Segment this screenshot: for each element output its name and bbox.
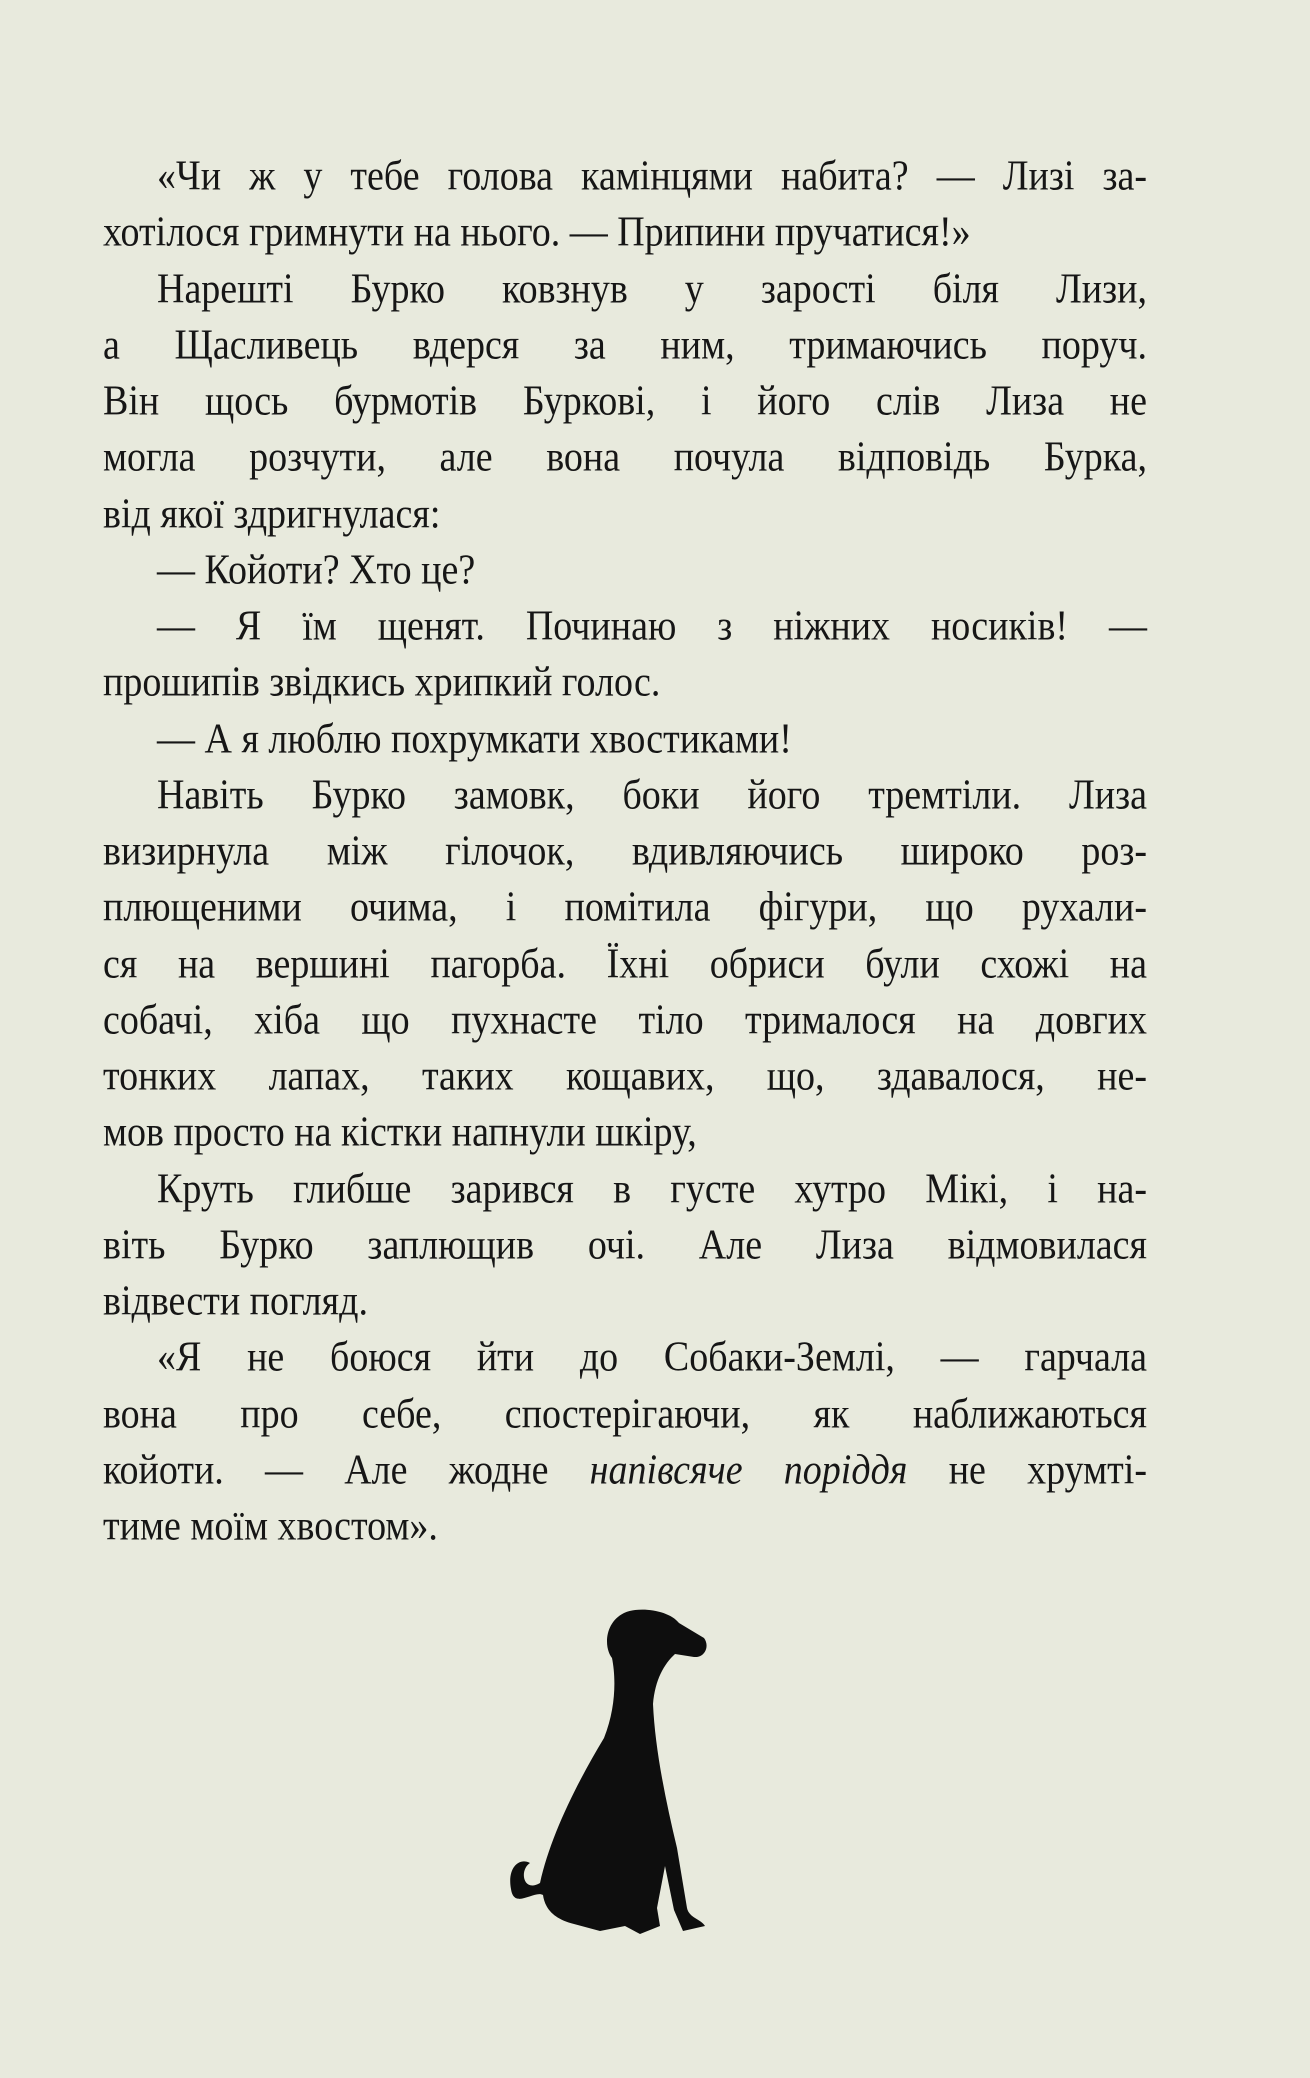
text-line	[103, 1382, 1147, 1445]
text-segment: — А я люблю похрумкати хвостиками!	[157, 714, 792, 763]
text-line	[103, 763, 1147, 826]
text-segment: «Я не боюся йти до Собаки-Землі, — гарчала	[157, 1333, 1147, 1381]
text-line	[103, 201, 1147, 264]
text-segment: — Койоти? Хто це?	[157, 546, 476, 594]
text-line	[103, 538, 1147, 601]
text-segment: хотілося гримнути на нього. — Припини пручатися!»	[103, 208, 971, 256]
text-segment: плющеними очима, і помітила фігури, що рухали-	[103, 883, 1147, 931]
text-line	[103, 876, 1147, 939]
text-segment: не хрумті-	[907, 1446, 1147, 1494]
page-text	[103, 148, 1147, 1554]
text-line	[103, 1101, 1147, 1164]
text-line	[103, 145, 1147, 208]
text-line	[103, 1438, 1147, 1501]
text-line	[103, 1157, 1147, 1220]
text-line	[103, 1213, 1147, 1276]
text-segment: прошипів звідкись хрипкий голос.	[103, 658, 661, 706]
text-line	[103, 1045, 1147, 1108]
text-line	[103, 651, 1147, 714]
text-segment: могла розчути, але вона почула відповідь Бурка,	[103, 433, 1147, 481]
sitting-dog-silhouette-icon	[504, 1608, 736, 1938]
text-segment: віть Бурко заплющив очі. Але Лиза відмовилася	[103, 1221, 1147, 1269]
text-line	[103, 1270, 1147, 1333]
text-segment: визирнула між гілочок, вдивляючись широко роз-	[103, 827, 1147, 875]
text-line	[103, 482, 1147, 545]
text-segment: тиме моїм хвостом».	[103, 1502, 438, 1550]
text-line	[103, 595, 1147, 658]
text-line	[103, 988, 1147, 1051]
text-segment: «Чи ж у тебе голова камінцями набита? — Лизі за-	[157, 152, 1147, 200]
text-segment: собачі, хіба що пухнасте тіло трималося на довгих	[103, 996, 1147, 1044]
text-line	[103, 257, 1147, 320]
text-segment: тонких лапах, таких кощавих, що, здавалося, не-	[103, 1052, 1147, 1100]
text-line	[103, 313, 1147, 376]
text-segment: ся на вершині пагорба. Їхні обриси були схожі на	[103, 939, 1147, 988]
text-segment: а Щасливець вдерся за ним, тримаючись поруч.	[103, 321, 1147, 369]
text-segment: від якої здригнулася:	[103, 489, 441, 538]
text-segment: Нарешті Бурко ковзнув у зарості біля Лизи,	[157, 264, 1147, 313]
text-segment: відвести погляд.	[103, 1277, 368, 1325]
text-segment: — Я їм щенят. Починаю з ніжних носиків! —	[157, 602, 1147, 650]
text-line	[103, 1326, 1147, 1389]
italic-phrase: напівсяче поріддя	[589, 1446, 908, 1494]
text-line	[103, 820, 1147, 883]
text-line	[103, 707, 1147, 770]
text-segment: вона про себе, спостерігаючи, як наближаються	[103, 1389, 1147, 1438]
text-line	[103, 932, 1147, 995]
text-segment: койоти. — Але жодне	[103, 1446, 590, 1494]
text-segment: мов просто на кістки напнули шкіру,	[103, 1108, 697, 1156]
text-line	[103, 426, 1147, 489]
text-segment: Навіть Бурко замовк, боки його тремтіли. Лиза	[157, 771, 1147, 819]
dog-shape	[510, 1610, 706, 1934]
text-line	[103, 370, 1147, 433]
text-segment: Круть глибше зарився в густе хутро Мікі, і на-	[157, 1164, 1147, 1213]
text-segment: Він щось бурмотів Буркові, і його слів Лиза не	[103, 377, 1147, 425]
text-line	[103, 1495, 1147, 1558]
